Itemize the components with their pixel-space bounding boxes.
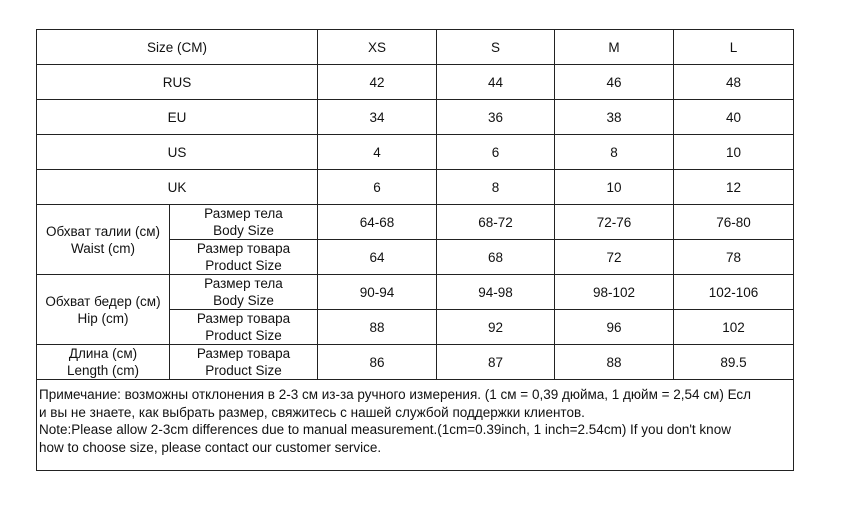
group-label-en: Waist (cm) [71, 240, 135, 256]
hip-group-label [37, 275, 170, 345]
table-cell: 8 [555, 135, 674, 170]
table-cell: 78 [674, 240, 794, 275]
group-label-ru: Обхват бедер (см) [45, 293, 161, 309]
table-row [37, 100, 794, 135]
sub-label-ru: Размер товара [196, 346, 291, 361]
region-label: EU [37, 100, 318, 135]
table-cell: 36 [437, 100, 555, 135]
table-cell: 94-98 [437, 275, 555, 310]
waist-group-label [37, 205, 170, 275]
table-cell: 68-72 [437, 205, 555, 240]
table-cell: 6 [318, 170, 437, 205]
table-cell: 10 [674, 135, 794, 170]
sub-label-ru: Размер товара [196, 311, 291, 326]
note-line: Note:Please allow 2-3cm differences due to manual measurement.(1cm=0.39inch, 1 inch=2.54cm) If you don't know [39, 422, 731, 437]
table-cell: 96 [555, 310, 674, 345]
group-label-en: Length (cm) [66, 363, 140, 378]
table-row [37, 170, 794, 205]
sub-label-en: Body Size [213, 223, 274, 238]
note-line: how to choose size, please contact our customer service. [39, 439, 382, 455]
table-cell: 88 [318, 310, 437, 345]
table-row [37, 345, 794, 380]
sub-label-en: Product Size [205, 258, 282, 273]
table-cell: 102 [674, 310, 794, 345]
table-cell: 76-80 [674, 205, 794, 240]
group-label-en: Hip (cm) [77, 310, 129, 326]
size-header-m: M [555, 30, 674, 65]
table-cell: 72 [555, 240, 674, 275]
table-cell: 64-68 [318, 205, 437, 240]
table-cell: 68 [437, 240, 555, 275]
size-header-label: Size (CM) [37, 30, 318, 65]
sub-label-ru: Размер тела [204, 206, 283, 221]
table-cell: 12 [674, 170, 794, 205]
header-row [37, 30, 794, 65]
group-label-ru: Длина (см) [68, 346, 138, 361]
length-group-label [37, 345, 170, 380]
size-header-xs: XS [318, 30, 437, 65]
sub-label-ru: Размер товара [196, 241, 291, 256]
sub-label [170, 275, 318, 310]
note-line: и вы не знаете, как выбрать размер, свяжитесь с нашей службой поддержки клиентов. [39, 404, 585, 420]
note-line: Примечание: возможны отклонения в 2-3 см из-за ручного измерения. (1 см = 0,39 дюйма, 1 дюйм = 2,54 см) Есл [39, 387, 752, 402]
table-cell: 48 [674, 65, 794, 100]
table-cell: 102-106 [674, 275, 794, 310]
table-cell: 8 [437, 170, 555, 205]
table-cell: 34 [318, 100, 437, 135]
table-cell: 4 [318, 135, 437, 170]
table-cell: 98-102 [555, 275, 674, 310]
table-cell: 88 [555, 345, 674, 380]
size-chart-table [36, 29, 794, 471]
table-row [37, 275, 794, 310]
table-cell: 64 [318, 240, 437, 275]
table-cell: 10 [555, 170, 674, 205]
table-cell: 90-94 [318, 275, 437, 310]
table-cell: 42 [318, 65, 437, 100]
region-label: RUS [37, 65, 318, 100]
table-cell: 44 [437, 65, 555, 100]
sub-label-en: Product Size [205, 328, 282, 343]
group-label-ru: Обхват талии (см) [46, 223, 160, 239]
sub-label [170, 205, 318, 240]
table-row [37, 135, 794, 170]
table-cell: 86 [318, 345, 437, 380]
size-note [37, 380, 794, 471]
table-cell: 46 [555, 65, 674, 100]
table-cell: 40 [674, 100, 794, 135]
sub-label [170, 240, 318, 275]
sub-label-en: Product Size [205, 363, 282, 378]
sub-label-en: Body Size [213, 293, 274, 308]
table-cell: 38 [555, 100, 674, 135]
table-cell: 87 [437, 345, 555, 380]
size-header-s: S [437, 30, 555, 65]
table-cell: 89.5 [674, 345, 794, 380]
sub-label-ru: Размер тела [204, 276, 283, 291]
sub-label [170, 345, 318, 380]
sub-label [170, 310, 318, 345]
size-header-l: L [674, 30, 794, 65]
table-row [37, 65, 794, 100]
table-row [37, 205, 794, 240]
region-label: US [37, 135, 318, 170]
note-row [37, 380, 794, 471]
table-cell: 6 [437, 135, 555, 170]
table-cell: 72-76 [555, 205, 674, 240]
table-cell: 92 [437, 310, 555, 345]
region-label: UK [37, 170, 318, 205]
